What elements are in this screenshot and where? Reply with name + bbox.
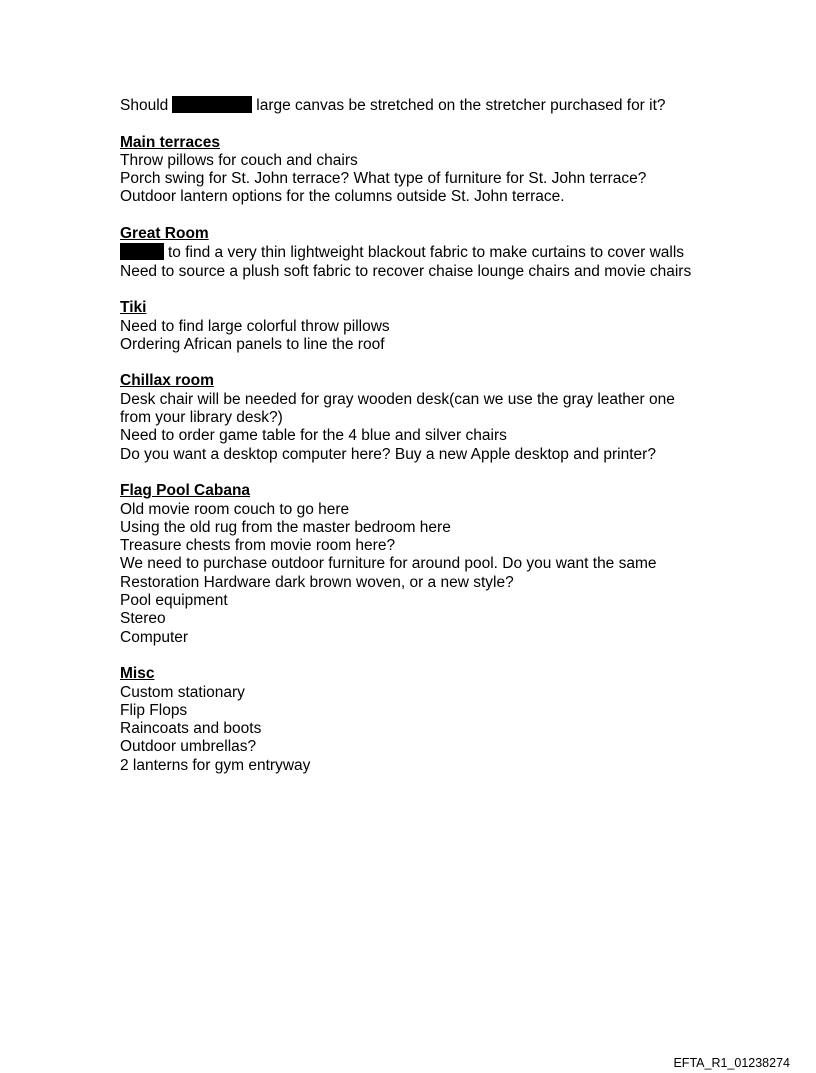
list-item: Throw pillows for couch and chairs xyxy=(120,151,358,169)
list-item: We need to purchase outdoor furniture for around pool. Do you want the same Restoration Hardware dark brown woven, or a new style? xyxy=(120,555,661,591)
list-item: Porch swing for St. John terrace? What type of furniture for St. John terrace? xyxy=(120,170,647,188)
section-heading: Chillax room xyxy=(120,372,214,390)
list-item: Custom stationary xyxy=(120,683,245,701)
list-item: Using the old rug from the master bedroom here xyxy=(120,518,451,536)
list-item: Need to find large colorful throw pillows xyxy=(120,317,390,335)
section-heading: Tiki xyxy=(120,299,147,317)
section-misc xyxy=(120,665,710,775)
list-item: Need to order game table for the 4 blue and silver chairs xyxy=(120,427,507,445)
section-heading: Main terraces xyxy=(120,133,220,151)
list-item: Desk chair will be needed for gray wooden desk(can we use the gray leather one from your library desk?) xyxy=(120,390,680,427)
redacted-line-text: to find a very thin lightweight blackout fabric to make curtains to cover walls xyxy=(168,244,685,262)
list-item: Raincoats and boots xyxy=(120,720,262,738)
list-item: Computer xyxy=(120,628,189,646)
list-item: Outdoor lantern options for the columns outside St. John terrace. xyxy=(120,188,565,206)
list-item: Outdoor umbrellas? xyxy=(120,738,257,756)
intro-text-after: large canvas be stretched on the stretcher purchased for it? xyxy=(256,97,666,114)
section-chillax-room xyxy=(120,372,710,463)
section-great-room xyxy=(120,225,710,281)
section-heading: Misc xyxy=(120,665,155,683)
list-item: 2 lanterns for gym entryway xyxy=(120,756,311,774)
list-item: Ordering African panels to line the roof xyxy=(120,335,385,353)
redaction-box xyxy=(172,96,252,113)
redaction-box xyxy=(120,243,164,260)
section-tiki xyxy=(120,299,710,354)
section-main-terraces xyxy=(120,134,710,207)
list-item: Treasure chests from movie room here? xyxy=(120,537,396,555)
list-item: Stereo xyxy=(120,610,166,628)
intro-text-before: Should xyxy=(120,97,169,114)
list-item xyxy=(120,243,710,262)
list-item: Old movie room couch to go here xyxy=(120,500,350,518)
document-body xyxy=(120,96,710,775)
list-item: Need to source a plush soft fabric to recover chaise lounge chairs and movie chairs xyxy=(120,262,692,280)
section-flag-pool-cabana xyxy=(120,482,710,647)
list-item: Pool equipment xyxy=(120,592,228,610)
list-item: Do you want a desktop computer here? Buy a new Apple desktop and printer? xyxy=(120,445,656,463)
document-id-footer: EFTA_R1_01238274 xyxy=(673,1056,790,1070)
section-heading: Flag Pool Cabana xyxy=(120,482,251,500)
list-item: Flip Flops xyxy=(120,701,188,719)
intro-line xyxy=(120,96,710,115)
section-heading: Great Room xyxy=(120,225,209,243)
